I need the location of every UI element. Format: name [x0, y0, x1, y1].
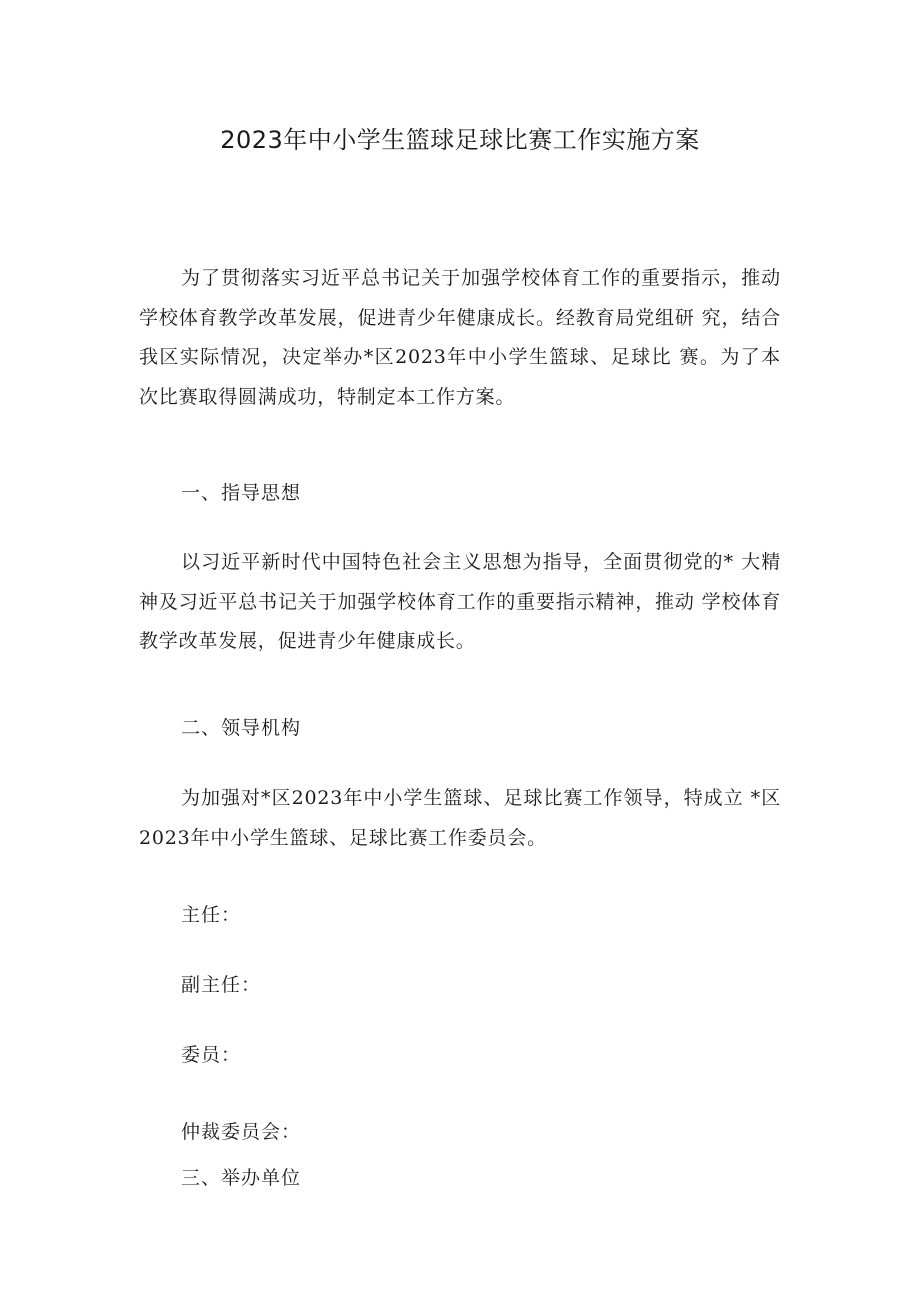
leadership-paragraph: 为加强对*区2023年中小学生篮球、足球比赛工作领导，特成立 *区2023年中小学生篮球、足球比赛工作委员会。 — [139, 787, 781, 849]
guiding-ideology-paragraph: 以习近平新时代中国特色社会主义思想为指导，全面贯彻党的* 大精神及习近平总书记关于加强学校体育工作的重要指示精神，推动 学校体育教学改革发展，促进青少年健康成长。 — [139, 551, 781, 652]
document-title: 2023年中小学生篮球足球比赛工作实施方案 — [220, 126, 700, 154]
role-arbitration-committee: 仲裁委员会： — [181, 1121, 302, 1143]
role-director: 主任： — [181, 904, 242, 926]
intro-paragraph: 为了贯彻落实习近平总书记关于加强学校体育工作的重要指示，推动学校体育教学改革发展，促进青少年健康成长。经教育局党组研 究，结合我区实际情况，决定举办*区2023年中小学生篮球、足球比 赛。为了本次比赛取得圆满成功，特制定本工作方案。 — [139, 267, 781, 408]
section-heading-guiding-ideology: 一、指导思想 — [181, 482, 302, 504]
section-heading-leadership: 二、领导机构 — [181, 717, 302, 739]
role-deputy-director: 副主任： — [181, 974, 262, 996]
section-heading-organizers: 三、举办单位 — [181, 1167, 302, 1189]
role-members: 委员： — [181, 1044, 242, 1066]
